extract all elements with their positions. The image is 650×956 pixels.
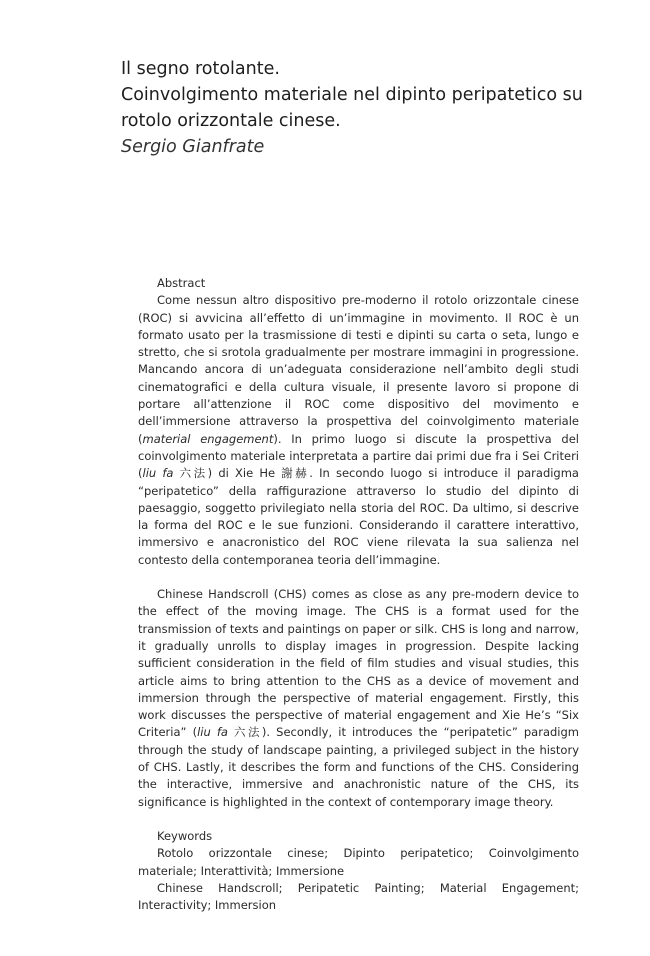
title-block — [121, 56, 591, 160]
abstract-heading: Abstract — [157, 276, 206, 290]
title-line-2: Coinvolgimento materiale nel dipinto peripatetico su — [121, 85, 583, 105]
keywords-italian: Rotolo orizzontale cinese; Dipinto peripatetico; Coinvolgimento materiale; Interattività; Immersione — [138, 846, 579, 878]
abstract-italian-paragraph — [138, 292, 579, 569]
title-line-1: Il segno rotolante. — [121, 59, 280, 79]
abstract-italian-text-2: ). In primo luogo si discute la prospettiva del coinvolgimento materiale interpretata a partire dai primi due fra i Sei Criteri ( — [138, 431, 579, 481]
abstract-english-emphasis-1: liu fa — [197, 725, 228, 740]
keywords-section — [138, 828, 579, 914]
abstract-italian-emphasis-2: liu fa — [142, 466, 174, 481]
title-line-3: rotolo orizzontale cinese. — [121, 111, 341, 131]
keywords-english: Chinese Handscroll; Peripatetic Painting; Material Engagement; Interactivity; Immersion — [138, 880, 579, 913]
abstract-english-text-2: 六法). Secondly, it introduces the “peripatetic” paradigm through the study of landscape painting, a privileged subject in the history of CHS. Lastly, it describes the form and functions of the CHS. Considering the interactive, immersive and anachronistic nature of the CHS, its significance is highlighted in the context of contemporary image theory. — [138, 725, 579, 809]
keywords-heading: Keywords — [157, 828, 213, 843]
abstract-italian-text-3: 六法) di Xie He 謝赫. In secondo luogo si introduce il paradigma “peripatetico” della raffigurazione attraverso lo studio del dipinto di paesaggio, soggetto privilegiato nella storia del ROC. Da ultimo, si descrive la forma del ROC e le sue funzioni. Considerando il carattere interattivo, immersivo e anacronistico del ROC viene rilevata la sua salienza nel contesto della contemporanea teoria dell’immagine. — [138, 466, 579, 567]
abstract-english-text-1: Chinese Handscroll (CHS) comes as close as any pre-modern device to the effect of the moving image. The CHS is a format used for the transmission of texts and paintings on paper or silk. CHS is long and narrow, it gradually unrolls to display images in progression. Despite lacking sufficient consideration in the field of film studies and visual studies, this article aims to bring attention to the CHS as a device of movement and immersion through the perspective of material engagement. Firstly, this work discusses the perspective of material engagement and Xie He’s “Six Criteria” ( — [138, 587, 579, 740]
abstract-italian-text-1: Come nessun altro dispositivo pre-moderno il rotolo orizzontale cinese (ROC) si avvicina all’effetto di un’immagine in movimento. Il ROC è un formato usato per la trasmissione di testi e dipinti su carta o seta, lungo e stretto, che si srotola gradualmente per mostrare immagini in progressione. Mancando ancora di un’adeguata considerazione nell’ambito degli studi cinematografici e della cultura visuale, il presente lavoro si propone di portare all’attenzione il ROC come dispositivo del movimento e dell’immersione attraverso la prospettiva del coinvolgimento materiale ( — [138, 293, 579, 446]
author-name: Sergio Gianfrate — [121, 137, 265, 157]
abstract-section — [138, 275, 579, 914]
abstract-italian-emphasis-1: material engagement — [142, 431, 274, 446]
abstract-english-paragraph — [138, 586, 579, 811]
